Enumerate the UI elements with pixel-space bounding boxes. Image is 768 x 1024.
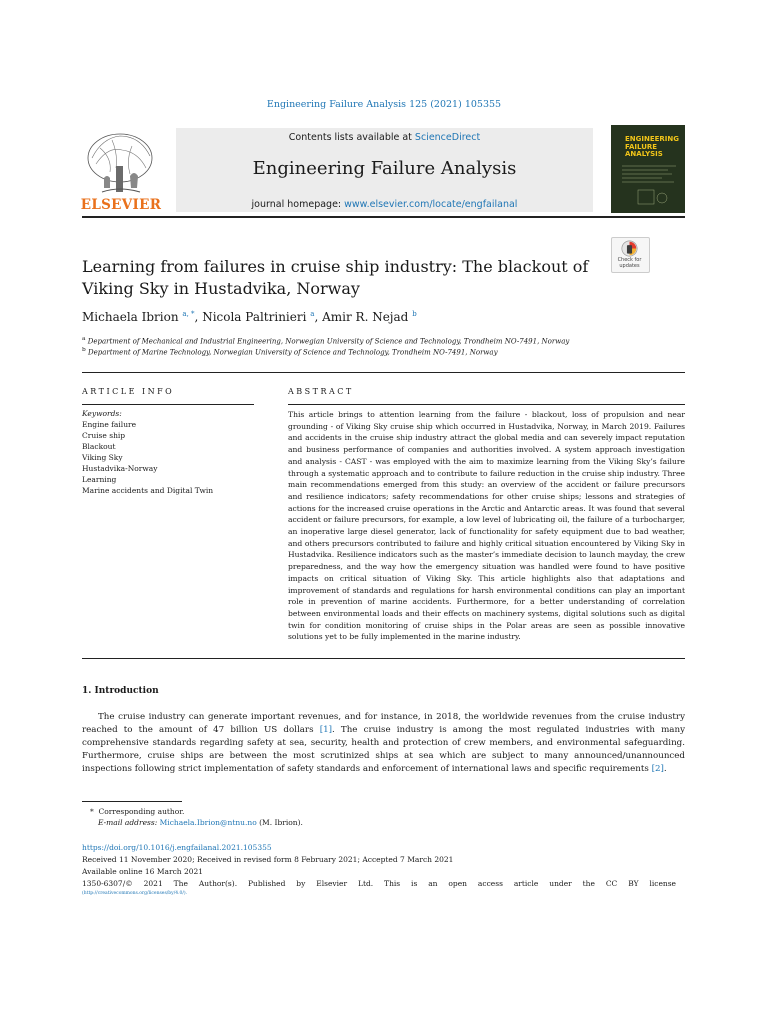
- keyword: Hustadvika-Norway: [82, 464, 158, 473]
- affiliation-mark: a: [82, 336, 86, 342]
- author-name: Amir R. Nejad: [322, 310, 409, 324]
- header-rule: [82, 216, 685, 218]
- footnote-rule: [82, 801, 182, 802]
- check-label-line: updates: [619, 262, 640, 269]
- article-info-heading: ARTICLE INFO: [82, 387, 175, 396]
- author-separator: ,: [314, 310, 323, 324]
- abstract-body: This article brings to attention learning from the failure - blackout, loss of propulsion and near grounding - of Viking Sky cruise ship which occurred in Hustadvika, Norway, in March 2019. Failures and accidents in the cruise ship industry attract the global media and can severely impact reputation and business performance of companies and authorities involved. A system approach investigation and analysis - CAST - was employed with the aim to maximize learning from the Viking Sky’s failure through a systematic approach and to contribute to failure reduction in the cruise ship industry. Three main recommendations emerged from this study: an overview of the accident or failure precursors and resilience indicators; safety recommendations for other cruise ships; lessons and strategies of actions for the increased cruise operations in the Arctic and Antarctic areas. It was found that several accident or failure precursors, for example, a low level of lubricating oil, the failure of a turbocharger, an inoperative large diesel generator, lack of functionality for safety equipment due to bad weather, and others precursors contributed to failure and highly critical situation encountered by Viking Sky in Hustadvika. Resilience indicators such as the master’s immediate decision to launch mayday, the crew preparedness, and the way how the emergency situation was handled were found to have positive impacts on critical situation of Viking Sky. This article highlights also that adaptations and improvement of standards and regulations for harsh environmental conditions can play an important role in prevention of marine accidents. Furthermore, for a better understanding of correlation between environmental loads and their effects on machinery systems, digital solutions such as digital twin for condition monitoring of cruise ships in the Polar areas are seen as possible innovative solutions yet to be fully implemented in the marine industry.: [288, 410, 685, 642]
- footnote-text: Corresponding author.: [98, 807, 185, 816]
- paper-title-line: Learning from failures in cruise ship industry: The blackout of: [82, 257, 589, 276]
- intro-text: .: [663, 764, 667, 774]
- contents-prefix: Contents lists available at: [288, 132, 415, 143]
- author-affiliation-mark[interactable]: a: [310, 310, 315, 318]
- check-label-line: Check for: [617, 257, 642, 263]
- contents-available-line: [176, 132, 593, 143]
- author-email-link[interactable]: Michaela.Ibrion@ntnu.no: [159, 818, 257, 827]
- sciencedirect-link[interactable]: ScienceDirect: [414, 132, 481, 143]
- license-url-link[interactable]: (http://creativecommons.org/licenses/by/4.0/).: [82, 891, 188, 896]
- author-affiliation-mark[interactable]: b: [412, 310, 417, 318]
- keyword: Viking Sky: [82, 453, 123, 462]
- journal-reference[interactable]: Engineering Failure Analysis 125 (2021) 105355: [266, 99, 502, 110]
- intro-text: The cruise industry can generate important revenues, and for instance, in 2018, the worldwide revenues from the cruise industry reached to the amount of 47 billion US dollars: [82, 712, 685, 735]
- license-statement: 1350-6307/© 2021 The Author(s). Published by Elsevier Ltd. This is an open access article under the CC BY license: [82, 879, 676, 888]
- journal-homepage-line: [176, 199, 593, 210]
- affiliation-mark: b: [82, 347, 86, 353]
- available-online-date: Available online 16 March 2021: [82, 867, 204, 876]
- keywords-label: Keywords:: [82, 409, 122, 418]
- keyword: Engine failure: [82, 420, 137, 429]
- citation-link[interactable]: [2]: [651, 764, 664, 774]
- publisher-logo-text: ELSEVIER: [80, 197, 162, 213]
- keyword: Blackout: [82, 442, 116, 451]
- check-for-updates-label: [611, 258, 648, 269]
- introduction-paragraph: [82, 711, 685, 776]
- paper-title: [82, 256, 592, 300]
- keyword: Marine accidents and Digital Twin: [82, 486, 214, 495]
- email-label: E-mail address:: [98, 818, 160, 827]
- article-info-rule: [82, 404, 254, 405]
- keyword: Cruise ship: [82, 431, 126, 440]
- introduction-heading: 1. Introduction: [82, 686, 159, 696]
- journal-cover-title: [625, 136, 681, 159]
- doi-link[interactable]: https://doi.org/10.1016/j.engfailanal.2021.105355: [82, 843, 272, 852]
- author-separator: ,: [194, 310, 203, 324]
- cover-title-line: ANALYSIS: [625, 150, 663, 158]
- keyword: Learning: [82, 475, 117, 484]
- journal-name: Engineering Failure Analysis: [252, 158, 517, 179]
- author-affiliation-mark[interactable]: a, *: [182, 310, 195, 318]
- abstract-rule: [288, 404, 685, 405]
- corresponding-author-note: [90, 807, 184, 816]
- affiliation-text: Department of Mechanical and Industrial Engineering, Norwegian University of Science and Technology, Trondheim NO-7491, Norway: [87, 337, 570, 346]
- author-name: Nicola Paltrinieri: [202, 310, 307, 324]
- footnote-mark: *: [90, 807, 94, 816]
- keywords-list: [82, 419, 272, 496]
- author-list: [82, 310, 682, 324]
- email-note: [98, 818, 303, 827]
- journal-homepage-link[interactable]: www.elsevier.com/locate/engfailanal: [344, 199, 518, 210]
- abstract-heading: ABSTRACT: [288, 387, 354, 396]
- section-rule: [82, 372, 685, 373]
- intro-text: . The cruise industry is among the most regulated industries with many comprehensive standards regarding safety at sea, security, health and protection of crew members, and environmental safeguarding. Furthermore, cruise ships are between the most scrutinized ships at sea which are subject to many announced/unannounced inspections following strict implementation of safety standards and enforcement of international laws and specific requirements: [82, 725, 685, 774]
- paper-title-line: Viking Sky in Hustadvika, Norway: [82, 279, 360, 298]
- citation-link[interactable]: [1]: [319, 725, 332, 735]
- affiliation: [82, 347, 682, 356]
- cover-title-line: FAILURE: [625, 142, 658, 151]
- homepage-prefix: journal homepage:: [251, 199, 345, 210]
- author-name: Michaela Ibrion: [82, 310, 179, 324]
- section-rule: [82, 658, 685, 659]
- cover-title-line: ENGINEERING: [625, 135, 680, 143]
- affiliation: [82, 336, 682, 345]
- check-for-updates-icon: [621, 240, 638, 257]
- email-suffix: (M. Ibrion).: [256, 818, 303, 827]
- received-dates: Received 11 November 2020; Received in revised form 8 February 2021; Accepted 7 March 2021: [82, 855, 454, 864]
- cover-art-icon: [618, 162, 680, 208]
- affiliation-text: Department of Marine Technology, Norwegian University of Science and Technology, Trondheim NO-7491, Norway: [87, 348, 498, 357]
